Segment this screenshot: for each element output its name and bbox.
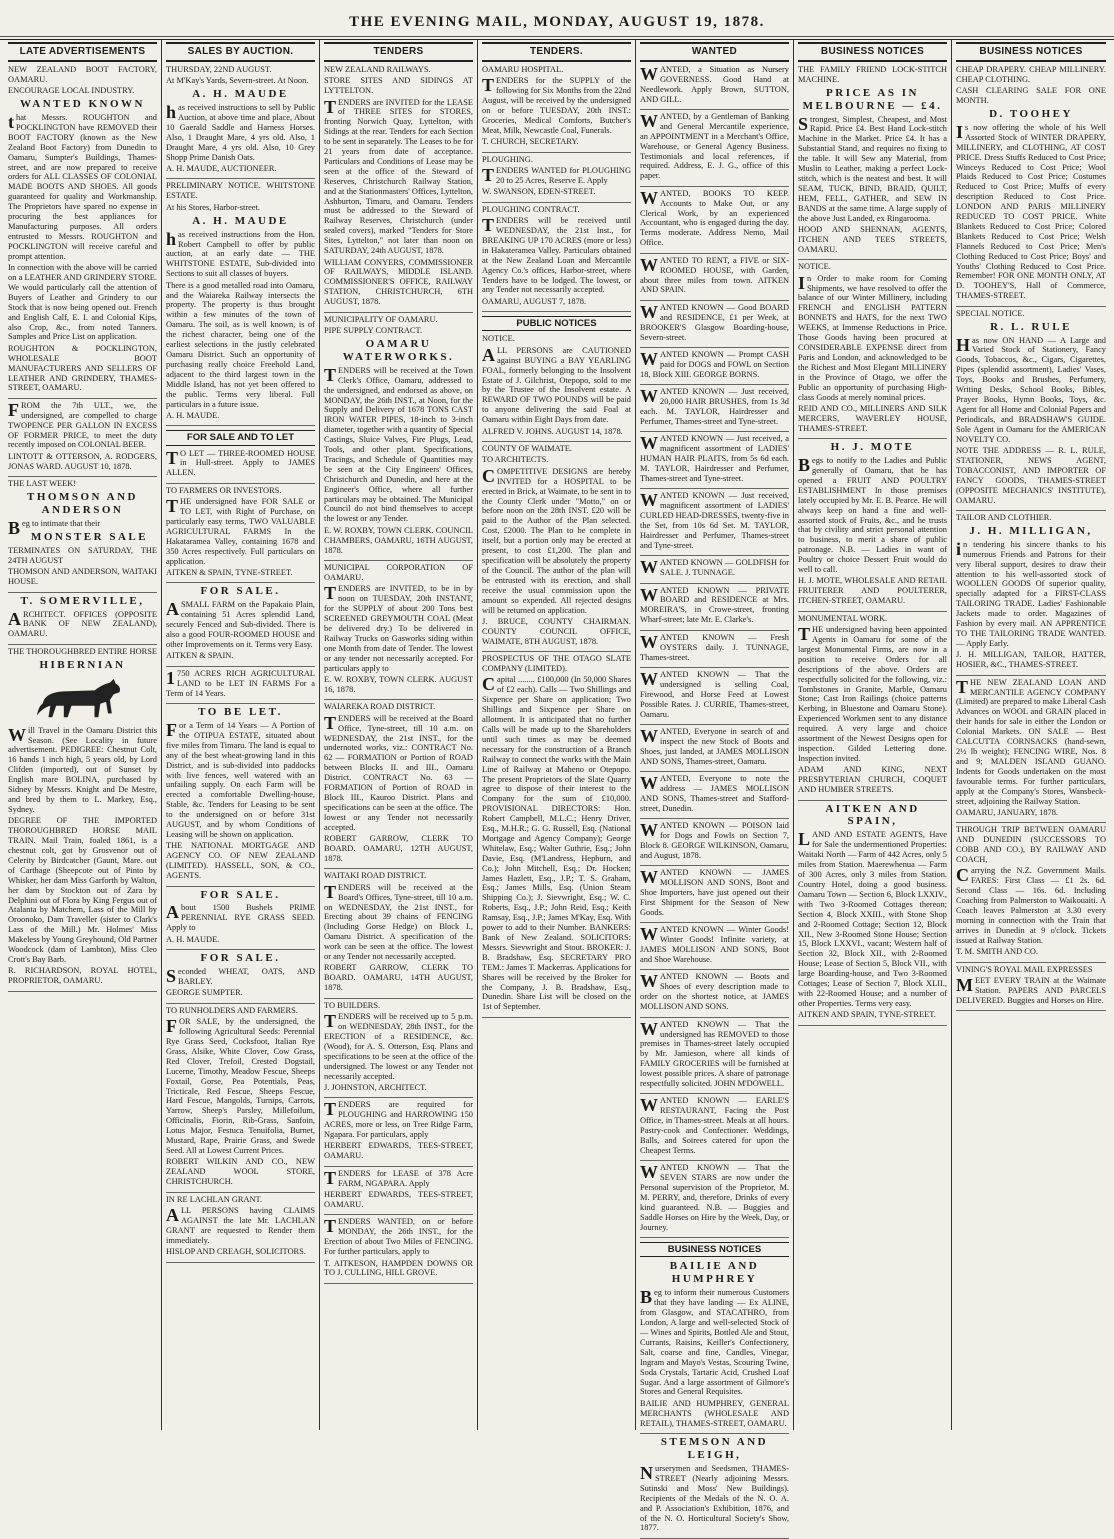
ad-headline: THE FAMILY FRIEND LOCK-STITCH MACHINE. <box>798 64 947 84</box>
ad-subheadline: ENCOURAGE LOCAL INDUSTRY. <box>8 86 135 96</box>
ad-body-text: WANTED, a Situation as Nursery GOVERNESS. Good Hand at Needlework. Apply Brown, SUTTON, AND GILL. <box>640 63 789 104</box>
ad-display-name: AITKEN AND SPAIN, <box>825 802 920 828</box>
advertisement <box>640 670 789 725</box>
ad-signature: W. SWANSON, EDEN-STREET. <box>482 187 596 197</box>
ad-body-text: WANTED, by a Gentleman of Banking and General Mercantile experience, an APPOINTMENT in a Merchant's Office, Warehouse, or General Agency Business. Testimonials and local references, if required. Address, E. J. G., office of this paper. <box>640 110 789 181</box>
column <box>162 40 320 1430</box>
ad-body-text: WANTED KNOWN — PRIVATE BOARD and RESIDENCE at Mrs. MOREIRA'S, in Crowe-street, fronting Wharf-street; late Mr. E. Clarke's. <box>640 584 789 625</box>
advertisement <box>798 441 947 612</box>
advertisement <box>8 595 157 645</box>
column-heading: TENDERS. <box>482 42 631 62</box>
ad-display-name: FOR SALE. <box>200 585 281 598</box>
ad-body-text: WANTED KNOWN — That the SEVEN STARS are now under the Personal supervision of the Proprietor, M. M. PERRY, and, therefore, Drinks of every kind guaranteed. N.B. — Buggies and Saddle Horses on Hire by the Week, Day, or Journey. <box>640 1162 789 1232</box>
ad-headline: THE THOROUGHBRED ENTIRE HORSE <box>8 646 157 656</box>
advertisement <box>956 678 1106 824</box>
advertisement <box>640 1096 789 1161</box>
ad-body-text: In connection with the above will be carried on a LEATHER AND GRINDERY STORE. We would particularly call the attention of Buyers of Leather and Grindery to our Stock that is now being opened out. French and English Calf, E. I. and Colonial Kips, also Crop, &c., from noted Tanners. Samples and Price List on application. <box>8 263 157 342</box>
ad-body-text: Nurserymen and Seedsmen, THAMES-STREET (Nearly adjoining Messrs. Sutinski and Moss' New Buildings). Recipients of the Medals of the N. O. A. and P. Association's Exhibition, 1876, and of the N. O. Horticultural Society's Show, 1877. <box>640 1463 789 1533</box>
advertisement <box>482 155 631 203</box>
ad-body-text: LAND AND ESTATE AGENTS, Have for Sale the undermentioned Properties: Waitaki North — Farm of 442 Acres, only 5 miles from Station. Maerewhenua — Farm of 300 Acres, only 3 miles from Station. Country Hotel, doing a good business. Oamaru Town — Section 6, Block LXXIV., with Two 3-Roomed Cottages thereon; Section 4, Block XXIII., with Stone Shop and 2-Roomed Cottage; Section 12, Block XII., New 3-Roomed Stone House; Section 15, Block LXXVI., vacant; Western half of Section 32, Block XII., with 2-Roomed House; Lease of Section 5, Block VII., with large Boarding-house, and Two 3-Roomed Cottages; Lease of Section 7, Block XLII., with 22-Roomed House; and a number of other Properties. Terms very easy. <box>798 829 947 1008</box>
ad-body-text: For a Term of 14 Years — A Portion of the OTIPUA ESTATE, situated about five miles from Timaru. The land is equal to any of the best wheat-growing land in this District, and is sub-divided into paddocks with live fences, well watered with an unfailing supply. On each Farm will be erected a comfortable Dwelling-house, Stable, &c. Tenders for Leasing to be sent to the undersigned on or before 31st AUGUST, and by whom Conditions of Leasing will be shown on application. <box>166 720 315 839</box>
advertisement <box>640 1163 789 1238</box>
ad-signature: LINTOTT & OTTERSON, A. RODGERS, JONAS WARD. AUGUST 10, 1878. <box>8 451 157 471</box>
ad-body-text: WANTED, Everyone in search of and inspect the new Stock of Boots and Shoes, just landed, at JAMES MOLLISON AND SONS, Thames-street, Oamaru. <box>640 725 789 766</box>
column-heading: BUSINESS NOTICES <box>798 42 947 62</box>
ad-display-name: FOR SALE. <box>200 888 281 901</box>
ad-subheadline: TO ARCHITECTS. <box>482 455 549 465</box>
advertisement <box>640 1436 789 1539</box>
advertisement <box>166 65 315 180</box>
newspaper-columns <box>4 40 1110 1533</box>
advertisement <box>640 65 789 110</box>
ad-body-text: THE undersigned have FOR SALE or TO LET, with Right of Purchase, on particularly easy terms, TWO VALUABLE AGRICULTURAL FARMS In the Hakataramea Valley, containing 1678 and 350 Acres respectively. Full particulars on application. <box>166 496 315 566</box>
advertisement <box>324 1100 473 1166</box>
ad-body-text: WANTED KNOWN — Prompt CASH paid for DOGS and FOWL on Section 18, Block XIII. GEORGE BORNS. <box>640 348 789 379</box>
advertisement <box>640 491 789 556</box>
ad-headline: WAIAREKA ROAD DISTRICT. <box>324 702 436 712</box>
ad-body-text: TENDERS for LEASE of 378 Acre FARM, NGAPARA. Apply <box>324 1167 473 1188</box>
ad-display-name: STEMSON AND LEIGH, <box>660 1436 769 1462</box>
ad-body-text: has received instructions from the Hon. Robert Campbell to offer by public auction, at an early date — THE WHITSTONE ESTATE, Sub-divided into Sections to suit all classes of buyers. <box>166 228 315 279</box>
ad-signature: OAMARU, AUGUST 7, 1878. <box>482 296 587 306</box>
ad-display-name: J. H. MILLIGAN, <box>969 524 1093 537</box>
ad-signature: A. H. MAUDE. <box>166 934 220 944</box>
ad-body-text: FROM the 7th ULT., we, the undersigned, are compelled to charge TWOPENCE PER GALLON IN EXCESS OF FORMER PRICE, to meet the duty recently imposed on COLONIAL BEER. <box>8 399 157 450</box>
ad-display-name: FOR SALE. <box>200 952 281 965</box>
ad-display-name: A. H. MAUDE <box>192 214 289 227</box>
column <box>478 40 636 1430</box>
ad-headline: MUNICIPALITY OF OAMARU. <box>324 314 438 324</box>
column <box>320 40 478 1430</box>
column <box>952 40 1110 1430</box>
advertisement <box>482 65 631 153</box>
ad-signature: ALFRED V. JOHNS. AUGUST 14, 1878. <box>482 426 623 436</box>
column-heading: TENDERS <box>324 42 473 62</box>
ad-body-text: TENDERS for the SUPPLY of the following for Six Months from the 22nd August, will be received by the undersigned on or before TUESDAY, 20th INST.: Groceries, Medical Comforts, Butcher's Meat, Milk, Newcastle Coal, Funerals. <box>482 75 631 135</box>
ad-body-text: TENDERS WANTED, on or before MONDAY, the 26th INST., for the Erection of about Two Miles of FENCING. For further particulars, apply to <box>324 1216 473 1257</box>
advertisement <box>482 205 631 313</box>
advertisement <box>482 654 631 1018</box>
ad-body-text: About 1500 Bushels PRIME PERENNIAL RYE GRASS SEED. Apply to <box>166 902 315 933</box>
advertisement <box>166 486 315 584</box>
ad-headline: NEW ZEALAND RAILWAYS. <box>324 64 431 74</box>
ad-body-text: MEET EVERY TRAIN at the Waimate Station. PAPERS AND PARCELS DELIVERED. Buggies and Horses on Hire. <box>956 975 1106 1005</box>
advertisement <box>8 65 157 399</box>
ad-signature: GEORGE SUMPTER. <box>166 988 243 998</box>
ad-body-text: WANTED KNOWN — Just received, magnificent assortment of LADIES' CURLED HEAD-DRESSES, twenty-five in the Set, from 10s 6d Set. M. TAYLOR, Hairdresser and Perfumer, Thames-street and Tyne-street. <box>640 490 789 550</box>
advertisement <box>798 262 947 439</box>
ad-display-name: R. L. RULE <box>990 320 1072 333</box>
advertisement <box>324 1001 473 1099</box>
ad-body-text: THE NEW ZEALAND LOAN AND MERCANTILE AGENCY COMPANY (Limited) are prepared to make Liberal Cash Advances on WOOL and GRAIN placed in their hands for sale in either the London or Colonial Markets. ON SALE — Best CALCUTTA CORNSACKS (hand-sewn, 2½ lb weight); FENCING WIRE, Nos. 8 and 9; MALDEN ISLAND GUANO. Indents for Goods undertaken on the most favourable terms. For further particulars, apply at the Company's Stores, Wansbeck-street, adjoining the Railway Station. <box>956 676 1106 806</box>
ad-body-text: TENDERS will be received at the Town Clerk's Office, Oamaru, addressed to the undersigned, and endorsed as above, on MONDAY, the 26th INST., at Noon, for the Supply and Delivery of 1678 TONS CAST IRON WATER PIPES, 18-inch to 3-inch diameter, together with a quantity of Special Castings, Sluice Valves, Fire Plugs, Lead, Tools, and other plant. Specifications, Tracings, and Schedule of Quantities may be seen at the City Engineers' Offices, Christchurch and Dunedin, and here at the Engineer's Office, where all further particulars may be obtained. The Municipal Council do not bind themselves to accept the lowest or any Tender. <box>324 364 473 524</box>
ad-body-text: ALL PERSONS are CAUTIONED against BUYING a BAY YEARLING FOAL, formerly belonging to the Insolvent Estate of J. Gilchrist, Otepopo, sold to me by the Trustee of the Insolvent estate. A REWARD OF TWO POUNDS will be paid to anyone delivering the said Foal at Oamaru within Eight Days from date. <box>482 344 631 425</box>
ad-display-name: BAILIE AND HUMPHREY <box>669 1260 760 1286</box>
ad-body-text: Strongest, Simplest, Cheapest, and Most Rapid. Price £4. Best Hand Lock-stitch Machine in the Market. Price £4. It has a Substantial Stand, and requires no fixing to the table. It will Sew any Material, from Muslin to Leather, making a perfect Lock-stitch, which is the neatest and best. It will SEAM, TUCK, BIND, BRAID, QUILT, HEM, FELL, GATHER, and SEW IN BANDS at the same time. A large supply of the above Just Landed, ex Ringarooma. <box>798 113 947 223</box>
ad-body-text: that Messrs. ROUGHTON and POCKLINGTON have REMOVED their BOOT FACTORY (known as the New Zealand Boot Factory) from Dunedin to Oamaru, Sumpter's Buildings, Thames-street, and are now prepared to receive orders for ALL CLASSES OF COLONIAL MADE BOOTS AND SHOES. All goods guaranteed for quality and Workmanship. The Proprietors have spared no expense in procuring the best appliances for Manufacturing purposes. All orders entrusted to Messrs. ROUGHTON and POCKLINGTON will receive careful and prompt attention. <box>8 111 157 261</box>
advertisement <box>324 871 473 998</box>
ad-headline: PLOUGHING CONTRACT. <box>482 204 580 214</box>
ad-signature: J. BRUCE, COUNTY CHAIRMAN. COUNTY COUNCIL OFFICE, WAIMATE, 8TH AUGUST, 1878. <box>482 616 631 646</box>
ad-lead: WANTED KNOWN <box>19 98 146 111</box>
ad-body-text: Capital ........ £100,000 (In 50,000 Shares of £2 each). Calls — Two Shillings and Sixpence per Share on application; Two Shillings and Sixpence per Share on allotment. It is anticipated that no further Calls will be made up to the Shareholders until such times as may be deemed necessary for the construction of a Branch Railway to connect the works with the Main Line of Railway at Maheno or Otepopo. The present Proprietors of the Slate Quarry agree to dispose of their interest to the Company for the sum of £10,000. PROVISIONAL DIRECTORS: Hon. Robert Campbell, M.L.C.; Henry Driver, Esq., M.H.R.; G. G. Russell, Esq. (National Mortgage and Agency Company); George Whitelaw, Esq.; Walter Guthrie, Esq.; John Davie, Esq. (M'Landress, Hepburn, and Co.); John Mitchell, Esq.; Dr. Hocken; James Hazlett, Esq., J.P.; T. S. Graham, Esq.; James Mills, Esq. (Union Steam Shipping Co.); J. Sievwright, Esq.; W. C. Roberts, Esq., J.P.; John Reid, Esq.; Keith Ramsay, Esq., J.P.; James M'Kay, Esq. With power to add to their Number. BANKERS: Bank of New Zealand. SOLICITORS: Messrs. Sievwright and Stout. BROKER: J. B. Bradshaw, Esq. SECRETARY PRO TEM.: James T. Mackerras. Applications for Shares will be received by the Broker for the Company, J. B. Bradshaw, Esq., Dunedin. Share List will be closed on the 1st of September. <box>482 674 632 1012</box>
advertisement <box>166 889 315 951</box>
ad-headline: TAILOR AND CLOTHIER. <box>956 512 1052 522</box>
ad-signature: E. W. ROXBY, TOWN CLERK. COUNCIL CHAMBERS, OAMARU, 16TH AUGUST, 1878. <box>324 525 473 555</box>
advertisement <box>798 65 947 260</box>
ad-body-text: WANTED, BOOKS TO KEEP. Accounts to Make Out, or any Clerical Work, by an experienced Accountant, who is engaged during the day. Terms moderate. Address Nemo, Mail Office. <box>640 187 789 248</box>
ad-body-text: TENDERS will be received up to 5 p.m. on WEDNESDAY, 28th INST., for the ERECTION of a RESIDENCE, &c. (Wood), for A. S. Otterson, Esq. Plans and specifications to be seen at the office of the undersigned. The lowest or any Tender not necessarily accepted. <box>324 1011 473 1081</box>
ad-body-text: There is a good metalled road into Oamaru, and the Waiareka Railway intersects the property. The property is thus brought within a few minutes of the town of Oamaru. The soil, as is well known, is of the richest character, being one of the earliest selections in the justly celebrated Oamaru District. Such an opportunity of purchasing really choice Freehold Land, adjacent to the third largest town in the Middle Island, has not yet been offered to the public. Terms very liberal. Full particulars in a future issue. <box>166 280 315 409</box>
ad-headline: NOTICE. <box>798 262 831 272</box>
column <box>794 40 952 1430</box>
ad-signature: ROBERT GARROW, CLERK TO BOARD. OAMARU, 12TH AUGUST, 1878. <box>324 834 473 863</box>
ad-headline: CHEAP DRAPERY. CHEAP MILLINERY. CHEAP CLOTHING. <box>956 64 1106 84</box>
advertisement <box>166 952 315 1004</box>
ad-body-text: In Order to make room for Coming Shipments, we have resolved to offer the balance of our Winter Millinery, including FRENCH and ENGLISH PATTERN BONNETS and HATS, for the next TWO WEEKS, at Immense Reductions in Price. Those Goods having been procured at CONSIDERABLE EXPENSE direct from Paris and London, and acknowledged to be the Richest and Most Elegant MILLINERY in the Province of Otago, we offer the Public an opportunity of purchasing High-class Goods at merely nominal prices. <box>798 272 947 402</box>
advertisement <box>166 669 315 704</box>
advertisement <box>166 181 315 426</box>
ad-body-text: WANTED KNOWN — That the undersigned has REMOVED to those premises in Thames-street lately occupied by Mr. Jamieson, where all kinds of FAMILY GROCERIES will be furnished at lowest possible prices. A share of patronage respectfully solicited. JOHN M'DOWELL. <box>640 1018 789 1089</box>
horse-engraving-icon <box>24 675 142 723</box>
ad-signature: J. H. MILLIGAN, TAILOR, HATTER, HOSIER, &C., THAMES-STREET. <box>956 650 1106 670</box>
masthead-rule <box>0 36 1114 37</box>
advertisement <box>324 702 473 869</box>
ad-body-text: TENDERS will be received at the Board Office, Tyne-street, till 10 a.m. on WEDNESDAY, the 21st INST., for the undernoted works, viz.: CONTRACT No. 62 — FORMATION or Portion of ROAD between Blocks II. and III., Oamaru District. CONTRACT No. 63 — FORMATION of Portion of ROAD in Block III., Kauroo District. Plans and specifications can be seen at the office. The lowest or any Tender not necessarily accepted. <box>324 712 473 832</box>
ad-subheadline: CASH CLEARING SALE FOR ONE MONTH. <box>956 86 1106 106</box>
ad-signature: WILLIAM CONYERS, COMMISSIONER OF RAILWAYS, MIDDLE ISLAND. COMMISSIONER'S OFFICE, RAILWAY STATION, CHRISTCHURCH, 6TH AUGUST, 1878. <box>324 257 473 307</box>
ad-signature: T. CHURCH, SECRETARY. <box>482 137 579 147</box>
ad-signature: NOTE THE ADDRESS — R. L. RULE, STATIONER, NEWS AGENT, TOBACCONIST, AND IMPORTER OF FANCY GOODS, THAMES-STREET (OPPOSITE MECHANICS' INSTITUTE), OAMARU. <box>956 446 1106 505</box>
ad-signature: AITKEN & SPAIN. <box>166 651 234 661</box>
advertisement <box>8 401 157 477</box>
ad-headline: MONUMENTAL WORK. <box>798 613 888 623</box>
ad-headline: SPECIAL NOTICE. <box>956 308 1025 318</box>
ad-signature: BAILIE AND HUMPHREY, GENERAL MERCHANTS (WHOLESALE AND RETAIL), THAMES-STREET, OAMARU. <box>640 1398 789 1428</box>
ad-body-text: WANTED, Everyone to note the address — JAMES MOLLISON AND SONS, Thames-street and Stafford-street, Dunedin. <box>640 773 789 813</box>
advertisement <box>324 65 473 313</box>
ad-headline: NOTICE. <box>482 334 515 344</box>
ad-headline: TO BUILDERS. <box>324 1000 381 1010</box>
advertisement <box>324 315 473 561</box>
ad-display-name: PRICE AS IN MELBOURNE — £4. <box>802 86 943 112</box>
ad-body-text: THE undersigned having been appointed Agents in Oamaru for some of the largest Monumental Firms, are now in a position to receive Orders for all descriptions of the above. Orders are respectfully solicited for the following, viz.: Tombstones in Granite, Marble, Oamaru Stone; Cast Iron Railings (choice patterns Kerbing, in Bluestone and Oamaru Stone). Experienced Workmen sent to any distance required. A very large and choice assortment of the Newest Designs open for inspection. Gilded Lettering done. Inspection invited. <box>798 624 947 763</box>
ad-headline: TO FARMERS OR INVESTORS. <box>166 485 282 495</box>
ad-signature: OAMARU, JANUARY, 1878. <box>956 807 1058 817</box>
advertisement <box>640 350 789 385</box>
ad-headline: TO RUNHOLDERS AND FARMERS. <box>166 1005 298 1015</box>
advertisement <box>956 513 1106 676</box>
ad-body-text: TENDERS will be received until WEDNESDAY, the 21st Inst., for BREAKING UP 170 ACRES (more or less) in Hakateramea Valley. Particulars obtained at the New Zealand Loan and Mercantile Agency Co.'s offices, Harbor-street, where Tenders have to be lodged. The lowest, or any Tender not necessarily accepted. <box>482 215 631 295</box>
advertisement <box>166 706 315 886</box>
ad-signature: REID AND CO., MILLINERS AND SILK MERCERS, WAVERLEY HOUSE, THAMES-STREET. <box>798 403 947 433</box>
section-heading: BUSINESS NOTICES <box>640 1242 789 1257</box>
ad-signature: ADAM AND KING, NEXT PRESBYTERIAN CHURCH, COQUET AND HUMBER STREETS. <box>798 765 947 795</box>
advertisement <box>166 1006 315 1193</box>
advertisement <box>8 647 157 992</box>
ad-body-text: TENDERS WANTED for PLOUGHING 20 to 25 Acres, Reserve E. Apply <box>482 164 631 185</box>
advertisement <box>640 189 789 254</box>
ad-headline: COUNTY OF WAIMATE. <box>482 444 573 453</box>
advertisement <box>482 334 631 442</box>
ad-body-text: WANTED KNOWN — Just received, a magnificent assortment of LADIES' HUMAN HAIR PLAITS, from 5s 6d each. M. TAYLOR, Hairdresser and Perfumer, Thames-street and Tyne-street. <box>640 433 789 483</box>
ad-body-text: ASMALL FARM on the Papakaio Plain, containing 51 Acres splendid Land, securely Fenced and Sub-divided. There is also a good FOUR-ROOMED HOUSE and other Improvements on it. Terms very Easy. <box>166 599 315 649</box>
advertisement <box>166 585 315 666</box>
ad-display-name: OAMARU WATERWORKS. <box>342 337 455 363</box>
ad-body-text: has received instructions to sell by Public Auction, at above time and place, About 10 Gaerald Saddle and Harness Horses. Also, 1 Draught Mare, 4 yrs old. Also, 1 Draught Mare, 4 yrs old. Also, 10 Grey Shopp Prime Danish Oats. <box>166 102 315 162</box>
ad-body-text: TENDERS are INVITED for the LEASE of THREE SITES for STORES, fronting Norwich Quay, Lyttelton, with Sidings at the rear. Tenders for each Section to be sent in separately. The Leases to be for 21 years from date of acceptance. Particulars and Conditions of Lease may be seen at the office of the Steward of Reserves, Christchurch Railway Station, and at the Stationmasters' Offices, Lyttelton, Ashburton, Timaru, and Oamaru. Tenders must be addressed to the Steward of Railway Reserves, Christchurch (under sealed covers), marked "Tenders for Store Sites, Lyttelton," not later than noon on SATURDAY, 24th AUGUST, 1878. <box>324 96 473 256</box>
ad-subheadline: At M'Kay's Yards, Severn-street. At Noon. <box>166 76 309 86</box>
advertisement <box>640 1020 789 1095</box>
ad-signature: T. AITKESON, HAMPDEN DOWNS OR TO J. CULLING, HILL GROVE. <box>324 1258 473 1278</box>
column <box>636 40 794 1533</box>
ad-signature: E. W. ROXBY, TOWN CLERK. AUGUST 16, 1878. <box>324 674 473 694</box>
ad-signature: THE NATIONAL MORTGAGE AND AGENCY CO. OF NEW ZEALAND (LIMITED). HASSELL, SON, & CO., AGENTS. <box>166 841 315 881</box>
advertisement <box>640 727 789 772</box>
ad-display-name: H. J. MOTE <box>830 441 915 454</box>
ad-headline: VINING'S ROYAL MAIL EXPRESSES <box>956 964 1093 974</box>
ad-body-text: WANTED KNOWN — Fresh OYSTERS daily. J. TUNNAGE, Thames-street. <box>640 631 789 662</box>
ad-headline: IN RE LACHLAN GRANT. <box>166 1194 263 1204</box>
ad-body-text: WANTED TO RENT, a FIVE or SIX-ROOMED HOUSE, with Garden, about three miles from town. AITKEN AND SPAIN. <box>640 254 789 295</box>
ad-body-text: TENDERS will be received at the Board's Offices, Tyne-street, till 10 a.m. on WEDNESDAY, the 21st INST., for Erecting about 39 chains of FENCING (Including Gorse Hedge) on Block I., Oamaru District. A specification of the work can be seen at the office. The lowest or any Tender not necessarily accepted. <box>324 881 473 962</box>
ad-headline: MUNICIPAL CORPORATION OF OAMARU. <box>324 563 473 582</box>
ad-body-text: ALL PERSONS having CLAIMS AGAINST the late Mr. LACHLAN GRANT are requested to Render them immediately. <box>166 1205 315 1245</box>
advertisement <box>324 1217 473 1283</box>
ad-body-text: TO LET — THREE-ROOMED HOUSE in Hull-street. Apply to JAMES ALLEN. <box>166 447 315 478</box>
ad-body-text: WANTED KNOWN — POISON laid for Dogs and Fowls on Section 7, Block 8. GEORGE WILKINSON, Oamaru, and August, 1878. <box>640 820 789 860</box>
advertisement <box>166 449 315 484</box>
ad-body-text: WANTED KNOWN — GOLDFISH for SALE. J. TUNNAGE. <box>640 557 789 578</box>
ad-signature: R. RICHARDSON, ROYAL HOTEL, PROPRIETOR, OAMARU. <box>8 966 157 986</box>
ad-signature: HERBERT EDWARDS, TEES-STREET, OAMARU. <box>324 1141 473 1161</box>
ad-body-text: WANTED KNOWN — JAMES MOLLISON AND SONS, Boot and Shoe Importers, have just opened out their First Shipment for the Season of New Goods. <box>640 867 789 917</box>
ad-body-text: TENDERS are INVITED, to be in by noon on TUESDAY, 20th INSTANT, for the SUPPLY of about 200 Tons best SCREENED GREYMOUTH COAL (Meat be delivered dry.) To be delivered in Railway Trucks on Gasworks siding within one Month from date of Tender. The lowest or any tender not necessarily accepted. For particulars apply to <box>324 583 473 673</box>
advertisement <box>640 387 789 432</box>
ad-body-text: Seconded WHEAT, OATS, AND BARLEY. <box>166 966 315 987</box>
ad-headline: THROUGH TRIP BETWEEN OAMARU AND DUNEDIN (SUCCESSORS TO COBB AND CO.), BY RAILWAY AND COACH, <box>956 825 1106 865</box>
ad-signature: THOMSON AND ANDERSON, WAITAKI HOUSE. <box>8 567 157 587</box>
advertisement <box>640 1260 789 1434</box>
ad-display-name: THOMSON AND ANDERSON <box>27 491 138 517</box>
column-heading: LATE ADVERTISEMENTS <box>8 42 157 62</box>
ad-body-text: WANTED KNOWN — Boots and Shoes of every description made to order on the shortest notice, at JAMES MOLLISON AND SONS. <box>640 971 789 1012</box>
advertisement <box>640 868 789 923</box>
ad-signature: ROUGHTON & POCKLINGTON, WHOLESALE BOOT MANUFACTURERS AND SELLERS OF LEATHER AND GRINDERY, THAMES-STREET, OAMARU. <box>8 343 157 393</box>
ad-signature: AITKEN AND SPAIN, TYNE-STREET. <box>798 1010 936 1020</box>
ad-display-name: A. H. MAUDE <box>192 88 289 101</box>
advertisement <box>166 1195 315 1263</box>
advertisement <box>482 444 631 652</box>
advertisement <box>640 925 789 970</box>
ad-headline: NEW ZEALAND BOOT FACTORY, OAMARU. <box>8 64 157 84</box>
advertisement <box>956 965 1106 1012</box>
ad-body-text: Carrying the N.Z. Government Mails. FARES: First Class — £1 2s. 6d. Second Class — 16s. 6d. Including Coaching from Palmerston to Waikouaiti. A Coach leaves Palmerston at 3.30 every morning in connection with the Train that arrives in Dunedin at 9 o'clock. Tickets issued at Railway Station. <box>956 865 1106 945</box>
ad-body-text: Will Travel in the Oamaru District this Season. (See Locality in future advertisement. PEDIGREE: Chestnut Colt, 16 hands 1 inch high, 5 years old, by Lord Clifden (imported), out of Sunset by English mare BOLINA, purchased by Sidney by Messrs. Knight and De Mestre, and bred by them to L. Markey, Esq., Sydney. <box>8 724 157 814</box>
ad-headline: THURSDAY, 22ND AUGUST. <box>166 64 272 74</box>
ad-signature: H. J. MOTE, WHOLESALE AND RETAIL FRUITERER AND POULTERER, ITCHEN-STREET, OAMARU. <box>798 576 947 606</box>
ad-body-text: WANTED KNOWN — Winter Goods! Winter Goods! Infinite variety, at JAMES MOLLISON AND SONS, Boot and Shoe Warehouse. <box>640 924 789 965</box>
ad-body-text: in tendering his sincere thanks to his numerous Friends and Patrons for their very liberal support, desires to draw their attention to his well-assorted stock of WOOLLEN GOODS Of superior quality, specially adapted for a FIRST-CLASS TAILORING TRADE. Ladies' Fashionable Jackets made to order. Magazines of Fashion by every mail. AN APPRENTICE TO THE TAILORING TRADE WANTED. — Apply Early. <box>956 538 1106 648</box>
ad-body-text: FOR SALE, by the undersigned, the following Agricultural Seeds: Perennial Rye Grass Seed, Cocksfoot, Italian Rye Grass, Alsike, White Clover, Cow Grass, Red Clover, Trefoil, Crested Dogstail, Lucerne, Timothy, Meadow Fescue, Sheeps Foxtail, Gorse, Pea Potentials, Peas, Tricticale, Red Fescue, Sheeps Fescue, Hard Fescue, Mangolds, Turnips, Carrots, Yarrow, Sheep's Parsley, Millefoilum, Officinalis, Fiorin, Rib-Grass, Sanfoin, Lotus Major, Festuca Tenuifolia, Burnet, Mustard, Rape, Prairie Grass, and Swede Seed. All at Lowest Current Prices. <box>166 1016 315 1155</box>
ad-signature: ROBERT GARROW, CLERK TO BOARD. OAMARU, 14TH AUGUST, 1878. <box>324 963 473 993</box>
masthead <box>0 0 1114 40</box>
ad-body-text: DEGREE OF THE IMPORTED THOROUGHBRED HORSE MAIL TRAIN. Mail Train, foaled 1861, is a chestnut colt, got by Grosvenor out of Celerity by Birdcatcher (Gaunt, Mare. out of Carthage (Sheepcote out of Pinto by Whisker, her dam Miss Garforth by Walton, her dam by Stockton out of Zara by Delphini out of Flora by King Fergus out of Atalanta by Matchem, Lass of the Mill by Oroonoko, Dam Traveller (sister to Clark's Lass of the Mill.) Mr. Holmes' Miss Makeless by Young Greyhound, Old Partner Woodcock (dam of Lambton), Miss Cleo Crott's Bay Barb. <box>8 816 157 964</box>
newspaper-title: THE EVENING MAIL, MONDAY, AUGUST 19, 1878. <box>349 14 765 30</box>
ad-signature: HERBERT EDWARDS, TEES-STREET, OAMARU. <box>324 1190 473 1209</box>
advertisement <box>640 112 789 187</box>
ad-subheadline: PIPE SUPPLY CONTRACT. <box>324 325 423 335</box>
advertisement <box>640 586 789 631</box>
section-heading: PUBLIC NOTICES <box>482 316 631 331</box>
ad-headline: WAITAKI ROAD DISTRICT. <box>324 871 427 881</box>
ad-body-text: WANTED KNOWN — Just received, 20,000 HAIR BRUSHES, from 1s 3d each. M. TAYLOR, Hairdresser and Perfumer, Thames-street and Tyne-street. <box>640 386 789 426</box>
ad-body-text: WANTED KNOWN — That the undersigned is selling Coal, Firewood, and Horse Feed at Lowest Possible Rates. J. CURRIE, Thames-street, Oamaru. <box>640 668 789 719</box>
advertisement <box>640 303 789 348</box>
ad-signature: HOOD AND SHENNAN, AGENTS, ITCHEN AND TEES STREETS, OAMARU. <box>798 225 947 254</box>
section-heading: FOR SALE AND TO LET <box>166 430 315 445</box>
advertisement <box>956 309 1106 511</box>
column-heading: BUSINESS NOTICES <box>956 42 1106 62</box>
ad-headline: OAMARU HOSPITAL. <box>482 64 564 74</box>
ad-body-text: ARCHITECT. OFFICES (OPPOSITE BANK OF NEW ZEALAND), OAMARU. <box>8 608 157 639</box>
advertisement <box>956 825 1106 962</box>
ad-display-name: T. SOMERVILLE, <box>20 594 145 607</box>
advertisement <box>640 633 789 668</box>
advertisement <box>640 434 789 489</box>
advertisement <box>324 1169 473 1216</box>
advertisement <box>798 803 947 1026</box>
advertisement <box>956 65 1106 307</box>
advertisement <box>8 479 157 592</box>
ad-body-text: TENDERS are required for PLOUGHING and HARROWING 150 ACRES, more or less, on Tree Ridge Farm, Ngapara. For particulars, apply <box>324 1099 473 1140</box>
ad-display-text: MONSTER SALE <box>30 530 149 543</box>
ad-signature: AITKEN & SPAIN, TYNE-STREET. <box>166 568 293 577</box>
ad-body-text: WANTED KNOWN — EARLE'S RESTAURANT, Facing the Post Office, in Thames-street. Meals at all hours. Pastry-cook and Confectioner. Weddings, Balls, and Soirees catered for upon the Cheapest Terms. <box>640 1095 789 1155</box>
ad-display-name: D. TOOHEY <box>989 107 1073 120</box>
ad-display-name: HIBERNIAN <box>39 658 126 671</box>
ad-body-text: Beg to inform their numerous Customers that they have landing — Ex ALINE, from Glasgow, and STACATHRO, from London, A large and well-selected Stock of — Wines and Spirits, Bottled Ale and Stout, Currants, Raisins, Keiller's Confectionery, Salt, coarse and fine, Candles, Vinegar, Ingram and Mayo's Vestas, Scouring Twine, Soda Crystals, Tartaric Acid, Crushed Loaf Sugar. And a large assortment of Gilmore's Stores and General Requisites. <box>640 1287 789 1397</box>
ad-signature: HISLOP AND CREAGH, SOLICITORS. <box>166 1247 306 1257</box>
ad-headline: PROSPECTUS OF THE OTAGO SLATE COMPANY (LIMITED). <box>482 654 631 674</box>
column-heading: SALES BY AUCTION. <box>166 42 315 62</box>
advertisement <box>640 821 789 866</box>
ad-body-text: TERMINATES ON SATURDAY, THE 24TH AUGUST <box>8 545 157 565</box>
ad-subheadline: STORE SITES AND SIDINGS AT LYTTELTON. <box>324 76 473 96</box>
ad-body-text: Is now offering the whole of his Well Assorted Stock of WINTER DRAPERY, MILLINERY, and CLOTHING, AT COST PRICE. Dress Stuffs Reduced to Cost Price; Winceys Reduced to Cost Price; Wool Plaids Reduced to Cost Price; Costumes Reduced to Cost Price; Muffs of every description Reduced to Cost Price. LONDON AND PARIS MILLINERY REDUCED TO COST PRICE. White Blankets Reduced to Cost Price; Colored Blankets Reduced to Cost Price; Welsh Flannels Reduced to Cost Price; Men's Clothing Reduced to Cost Price; Boys' and Youths' Clothing Reduced to Cost Price. Remember! FOR ONE MONTH ONLY, AT D. TOOHEY'S, Hall of Commerce, THAMES-STREET. <box>956 121 1106 301</box>
ad-body-text: Begs to notify to the Ladies and Public generally of Oamaru, that he has opened a FRUIT AND POULTRY ESTABLISHMENT In those premises lately occupied by Mr. E. B. Pearce. He will always keep on hand a fine and well-assorted stock of Fruits, &c., and he trusts that by civility and strict personal attention to business, to merit a share of public patronage. N.B. — Ladies in want of Poultry or choice Dessert Fruit would do well to call. <box>798 455 947 575</box>
ad-body-text: 1750 ACRES RICH AGRICULTURAL LAND to be LET IN FARMS For a Term of 14 Years. <box>166 667 315 698</box>
column-heading: WANTED <box>640 42 789 62</box>
ad-body-text: WANTED KNOWN — Good BOARD and RESIDENCE, £1 per Week, at BROOKER'S Glasgow Boarding-house, Severn-street. <box>640 301 789 342</box>
advertisement <box>798 614 947 801</box>
ad-signature: A. H. MAUDE. <box>166 410 220 420</box>
ad-headline: THE LAST WEEK! <box>8 479 77 489</box>
ad-body-text: Beg to intimate that their <box>8 518 101 539</box>
advertisement <box>640 558 789 583</box>
advertisement <box>640 972 789 1017</box>
advertisement <box>640 774 789 819</box>
ad-body-text: Has now ON HAND — A Large and Varied Stock of Stationery, Fancy Goods, Tobaccos, &c., Cigars, Cigarettes, Pipes (splendid assortment), Ladies' Vases, Toys, Books and Brushes, Perfumery, Writing Desks, School Books, Bibles, Prayer Books, Hymn Books, Toys, &c. Agent for all Home and Colonial Papers and Periodicals, and BRADSHAW'S GUIDE. Sole Agent in Oamaru for the AMERICAN NOVELTY CO. <box>956 334 1106 444</box>
ad-signature: A. H. MAUDE, AUCTIONEER. <box>166 164 277 174</box>
ad-signature: J. JOHNSTON, ARCHITECT. <box>324 1082 427 1092</box>
ad-signature: ROBERT WILKIN AND CO., NEW ZEALAND WOOL STORE, CHRISTCHURCH. <box>166 1157 315 1187</box>
ad-body-text: COMPETITIVE DESIGNS are hereby INVITED for a HOSPITAL to be erected in Brick, at Waimate, to be sent in to the County Clerk under "Motto," on or before noon on the 28th INST. £20 will be paid to the Author of the Plan selected. Cost, £2000. The Plan to be complete in itself, but a portion only may be erected at present, to cost £1,200. The plan and specification will be absolutely the property of the Council. The author of the plan will be entrusted with its erection, and shall receive the usual commission upon the amount so expended. All rejected designs will be returned on application. <box>482 465 631 615</box>
ad-headline: PLOUGHING. <box>482 154 533 164</box>
advertisement <box>640 256 789 301</box>
ad-display-name: TO BE LET. <box>198 706 283 719</box>
advertisement <box>324 563 473 700</box>
ad-subheadline: At his Stores, Harbor-street. <box>166 202 261 212</box>
ad-signature: T. M. SMITH AND CO. <box>956 947 1038 957</box>
ad-headline: PRELIMINARY NOTICE. WHITSTONE ESTATE. <box>166 181 315 201</box>
column <box>4 40 162 1430</box>
